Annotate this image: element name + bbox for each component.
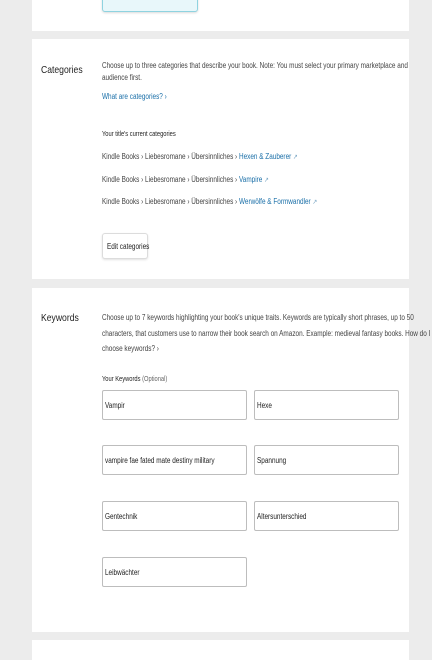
category-link[interactable]: Vampire [238, 175, 263, 184]
keywords-section [32, 288, 431, 632]
keyword-input[interactable] [102, 501, 247, 531]
keyword-value: Leibwächter [105, 568, 140, 577]
category-link[interactable]: Werwölfe & Formwandler [238, 197, 311, 206]
current-categories-label: Your title's current categories [102, 129, 176, 138]
keywords-title: Keywords [41, 312, 79, 324]
keyword-value: Vampir [105, 401, 125, 410]
edit-categories-label: Edit categories [107, 242, 150, 251]
category-path: Kindle Books › Liebesromane › Übersinnliches › [102, 175, 239, 184]
keyword-value: Gentechnik [105, 512, 138, 521]
category-path: Kindle Books › Liebesromane › Übersinnliches › [102, 152, 239, 161]
external-link-icon: ↗ [264, 177, 269, 184]
keyword-value: vampire fae fated mate destiny military [105, 456, 215, 465]
categories-description-line2: audience first. [102, 73, 142, 82]
keyword-value: Spannung [257, 456, 287, 465]
what-are-categories-link[interactable]: What are categories? › [102, 92, 167, 101]
optional-tag: (Optional) [142, 374, 168, 383]
keyword-input[interactable] [102, 445, 247, 475]
categories-title: Categories [41, 64, 83, 76]
categories-description-line1: Choose up to three categories that describe your book. Note: You must select your primary marketplace and [102, 61, 408, 70]
keywords-description-line3 [102, 344, 159, 353]
keywords-description-line1: Choose up to 7 keywords highlighting your book's unique traits. Keywords are typically short phrases, up to 50 [102, 313, 414, 322]
keyword-input[interactable] [254, 501, 399, 531]
how-to-choose-keywords-link[interactable]: choose keywords? › [102, 344, 159, 353]
previous-section-button[interactable] [102, 0, 198, 12]
external-link-icon: ↗ [293, 154, 298, 161]
external-link-icon: ↗ [312, 199, 318, 206]
keyword-input[interactable] [254, 445, 399, 475]
keywords-description-line2: characters, that customers use to narrow their book search on Amazon. Example: medieval fantasy books. How do I [102, 329, 431, 338]
category-row [102, 197, 317, 206]
edit-categories-button[interactable] [102, 233, 148, 259]
category-row [102, 175, 269, 184]
keyword-input[interactable] [102, 557, 247, 587]
categories-section [32, 39, 409, 279]
previous-section-card [32, 0, 409, 31]
category-link[interactable]: Hexen & Zauberer [238, 152, 292, 161]
category-path: Kindle Books › Liebesromane › Übersinnliches › [102, 197, 239, 206]
keyword-value: Hexe [257, 401, 272, 410]
category-row [102, 152, 298, 161]
keyword-input[interactable] [102, 390, 247, 420]
keyword-input[interactable] [254, 390, 399, 420]
next-section-card [32, 640, 409, 660]
your-keywords-label: Your Keywords (Optional) [102, 374, 168, 383]
keyword-value: Altersunterschied [257, 512, 307, 521]
